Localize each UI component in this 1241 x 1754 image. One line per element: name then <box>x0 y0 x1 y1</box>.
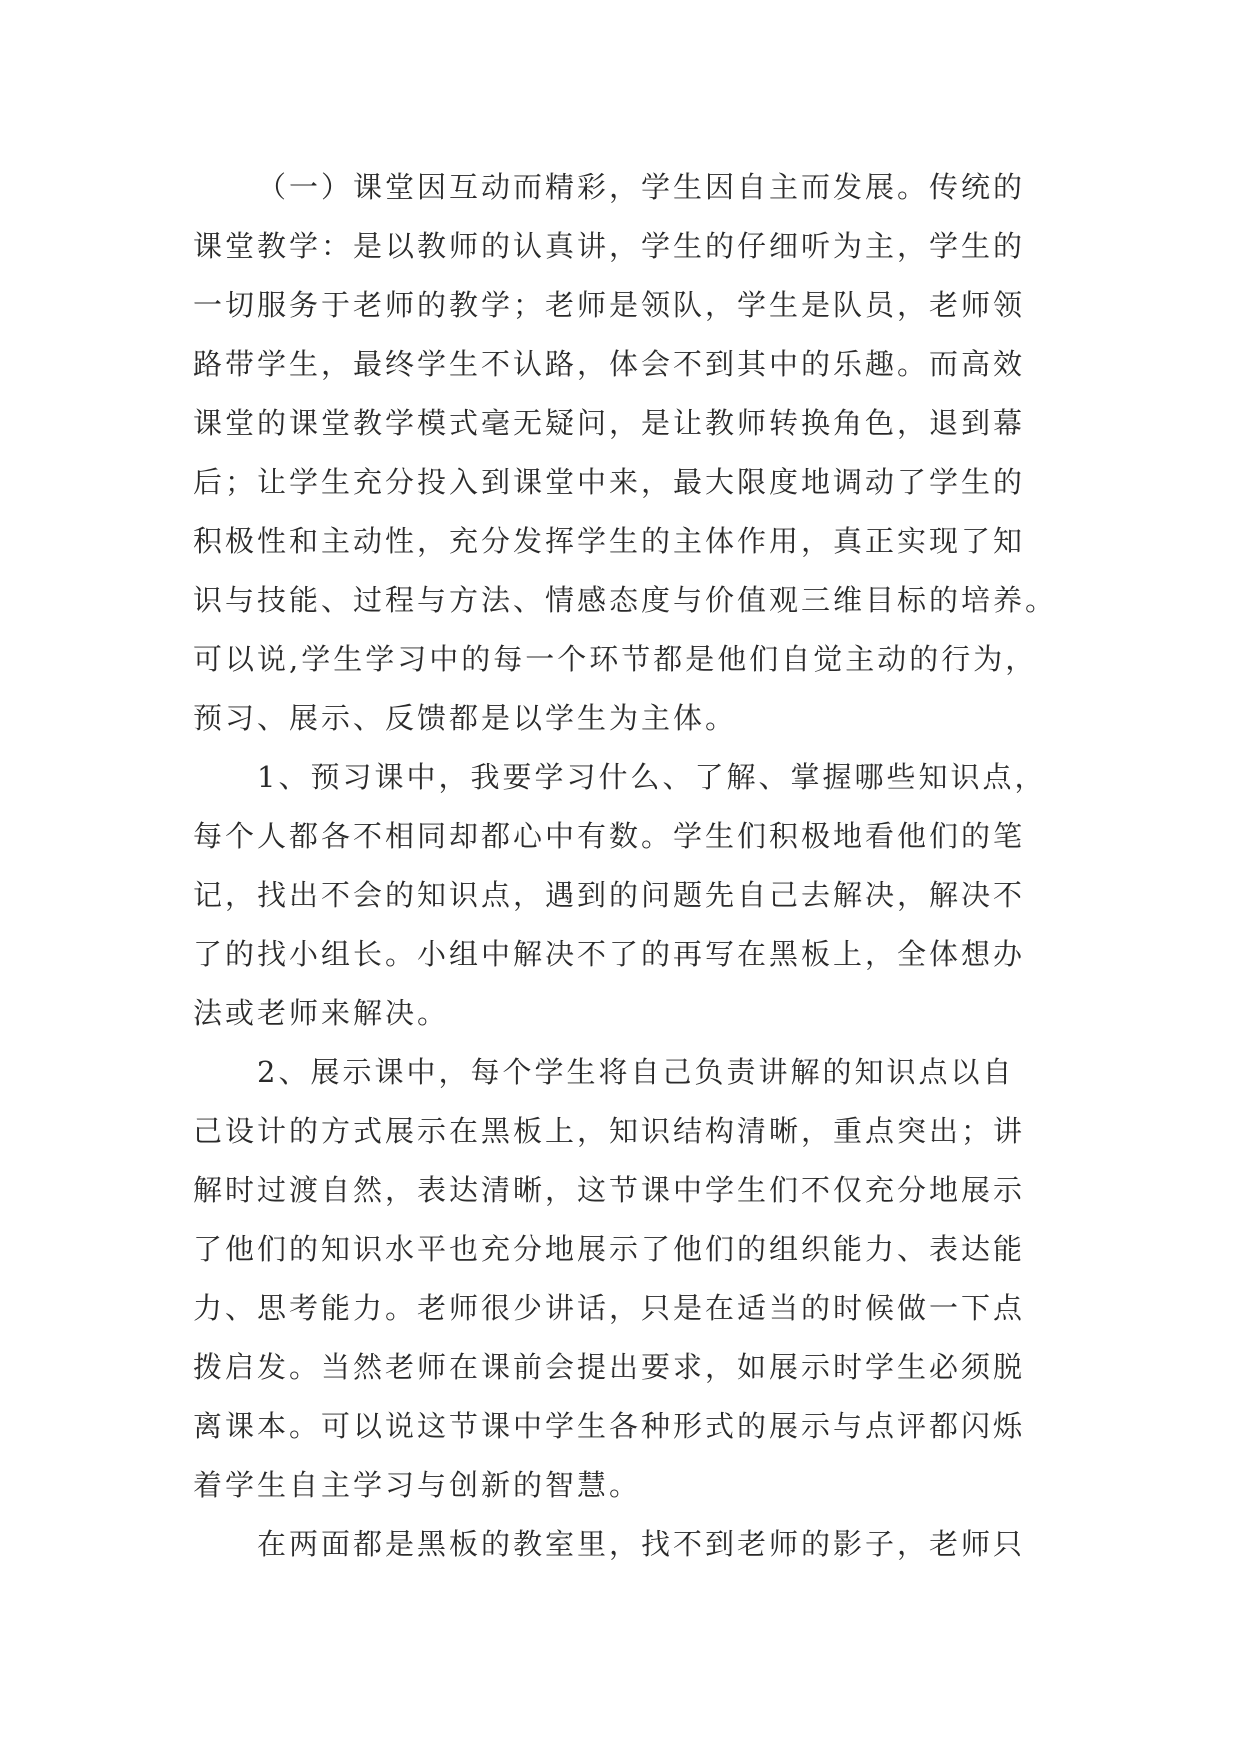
text-line: 路带学生，最终学生不认路，体会不到其中的乐趣。而高效 <box>193 347 1026 381</box>
text-line: 了的找小组长。小组中解决不了的再写在黑板上，全体想办 <box>193 937 1026 971</box>
text-line: 着学生自主学习与创新的智慧。 <box>193 1468 642 1502</box>
text-line: 2、展示课中，每个学生将自己负责讲解的知识点以自 <box>257 1055 1015 1089</box>
text-line: 力、思考能力。老师很少讲话，只是在适当的时候做一下点 <box>193 1291 1026 1325</box>
text-line: 后；让学生充分投入到课堂中来，最大限度地调动了学生的 <box>193 465 1026 499</box>
text-line: （一）课堂因互动而精彩，学生因自主而发展。传统的 <box>257 170 1026 204</box>
text-line: 1、预习课中，我要学习什么、了解、掌握哪些知识点， <box>257 760 1047 794</box>
text-line: 每个人都各不相同却都心中有数。学生们积极地看他们的笔 <box>193 819 1026 853</box>
text-line: 记，找出不会的知识点，遇到的问题先自己去解决，解决不 <box>193 878 1026 912</box>
text-line: 拨启发。当然老师在课前会提出要求，如展示时学生必须脱 <box>193 1350 1026 1384</box>
text-line: 可以说,学生学习中的每一个环节都是他们自觉主动的行为， <box>193 642 1038 676</box>
text-line: 课堂教学：是以教师的认真讲，学生的仔细听为主，学生的 <box>193 229 1026 263</box>
text-line: 积极性和主动性，充分发挥学生的主体作用，真正实现了知 <box>193 524 1026 558</box>
text-line: 离课本。可以说这节课中学生各种形式的展示与点评都闪烁 <box>193 1409 1026 1443</box>
body-text <box>193 158 1058 1574</box>
text-line: 了他们的知识水平也充分地展示了他们的组织能力、表达能 <box>193 1232 1026 1266</box>
text-line: 预习、展示、反馈都是以学生为主体。 <box>193 701 738 735</box>
text-line: 在两面都是黑板的教室里，找不到老师的影子，老师只 <box>257 1527 1026 1561</box>
text-line: 一切服务于老师的教学；老师是领队，学生是队员，老师领 <box>193 288 1026 322</box>
text-line: 法或老师来解决。 <box>193 996 450 1030</box>
text-line: 解时过渡自然，表达清晰，这节课中学生们不仅充分地展示 <box>193 1173 1026 1207</box>
text-line: 己设计的方式展示在黑板上，知识结构清晰，重点突出；讲 <box>193 1114 1026 1148</box>
text-line: 识与技能、过程与方法、情感态度与价值观三维目标的培养。 <box>193 583 1058 617</box>
text-line: 课堂的课堂教学模式毫无疑问，是让教师转换角色，退到幕 <box>193 406 1026 440</box>
